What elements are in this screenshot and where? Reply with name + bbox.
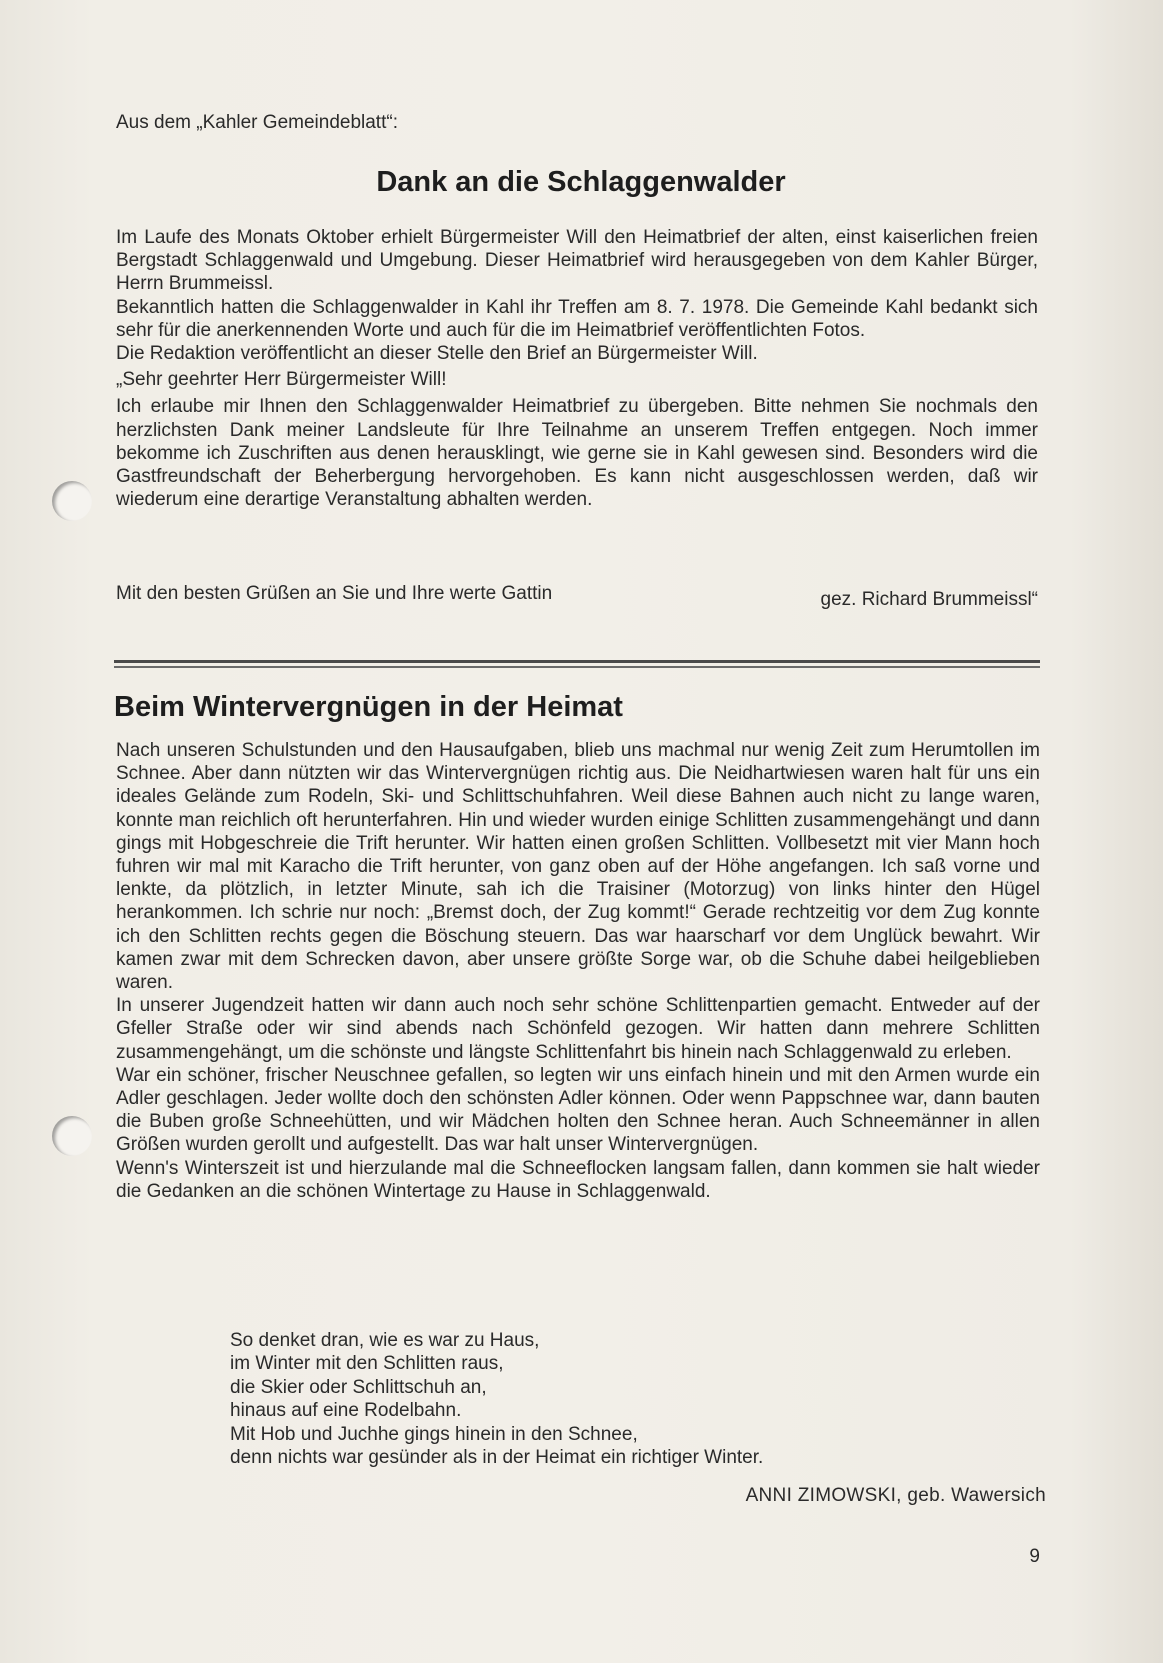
letter-closing: Mit den besten Grüßen an Sie und Ihre werte Gattin	[116, 583, 553, 604]
poem-line: Mit Hob und Juchhe gings hinein in den Schnee,	[230, 1423, 638, 1445]
article1-title: Dank an die Schlaggenwalder	[376, 166, 786, 198]
article2-paragraph: In unserer Jugendzeit hatten wir dann auch noch sehr schöne Schlittenpartien gemacht. Entweder auf der Gfeller Straße oder wir sind abends nach Schönfeld gezogen. Wir hatten dann mehrere Schlitten zusammengehängt, um die schönste und längste Schlittenfahrt bis hinein nach Schlaggenwald zu erleben.	[116, 995, 1040, 1063]
poem-line: im Winter mit den Schlitten raus,	[230, 1353, 504, 1375]
poem-line: hinaus auf eine Rodelbahn.	[230, 1400, 462, 1422]
article1-paragraph: Bekanntlich hatten die Schlaggenwalder in Kahl ihr Treffen am 8. 7. 1978. Die Gemeinde Kahl bedankt sich sehr für die anerkennenden Worte und auch für die im Heimatbrief veröffentlichten Fotos.	[116, 296, 1038, 341]
letter-signature-row	[116, 583, 1038, 613]
letter-signature: gez. Richard Brummeissl“	[820, 589, 1038, 610]
page-number: 9	[1029, 1546, 1040, 1567]
letter-salutation: „Sehr geehrter Herr Bürgermeister Will!	[116, 369, 447, 391]
article2-paragraph: Wenn's Winterszeit ist und hierzulande mal die Schneeflocken langsam fallen, dann kommen sie halt wieder die Gedanken an die schönen Wintertage zu Hause in Schlaggenwald.	[116, 1157, 1040, 1202]
article1-paragraph: Im Laufe des Monats Oktober erhielt Bürgermeister Will den Heimatbrief der alten, einst kaiserlichen freien Bergstadt Schlaggenwald und Umgebung. Dieser Heimatbrief wird herausgegeben von dem Kahler Bürger, Herrn Brummeissl.	[116, 227, 1038, 295]
article2-title: Beim Wintervergnügen in der Heimat	[114, 691, 623, 723]
poem-line: denn nichts war gesünder als in der Heimat ein richtiger Winter.	[230, 1447, 764, 1469]
poem-line: So denket dran, wie es war zu Haus,	[230, 1330, 540, 1351]
source-line: Aus dem „Kahler Gemeindeblatt“:	[116, 112, 398, 133]
punch-hole	[52, 1116, 92, 1156]
article1-body	[116, 226, 1038, 511]
section-divider	[114, 660, 1040, 668]
article2-author: ANNI ZIMOWSKI, geb. Wawersich	[745, 1485, 1046, 1506]
article1-paragraph: Die Redaktion veröffentlicht an dieser Stelle den Brief an Bürgermeister Will.	[116, 343, 758, 365]
article2-paragraph: War ein schöner, frischer Neuschnee gefallen, so legten wir uns einfach hinein und mit den Armen wurde ein Adler geschlagen. Jeder wollte doch den schönsten Adler können. Oder wenn Pappschnee war, dann bauten die Buben große Schneehütten, und wir Mädchen holten den Schnee heran. Auch Schneemänner in allen Größen wurden gerollt und aufgestellt. Das war halt unser Wintervergnügen.	[116, 1064, 1040, 1156]
poem-line: die Skier oder Schlittschuh an,	[230, 1376, 487, 1398]
letter-body: Ich erlaube mir Ihnen den Schlaggenwalder Heimatbrief zu übergeben. Bitte nehmen Sie nochmals den herzlichsten Dank meiner Landsleute für Ihre Teilnahme an unserem Treffen entgegen. Noch immer bekomme ich Zuschriften aus denen herausklingt, wie gerne sie in Kahl gewesen sind. Besonders wird die Gastfreundschaft der Beherbergung hervorgehoben. Es kann nicht ausgeschlossen werden, daß wir wiederum eine derartige Veranstaltung abhalten werden.	[116, 396, 1038, 511]
poem	[230, 1329, 763, 1469]
punch-hole	[52, 481, 92, 521]
article2-body	[116, 739, 1040, 1203]
article2-paragraph: Nach unseren Schulstunden und den Hausaufgaben, blieb uns machmal nur wenig Zeit zum Herumtollen im Schnee. Aber dann nützten wir das Wintervergnügen richtig aus. Die Neidhartwiesen waren halt für uns ein ideales Gelände zum Rodeln, Ski- und Schlittschuhfahren. Weil diese Bahnen auch nicht zu lange waren, konnte man reichlich oft herunterfahren. Hin und wieder wurden einige Schlitten zusammengehängt und dann gings mit Hobgeschreie die Trift herunter. Wir hatten einen großen Schlitten. Vollbesetzt mit vier Mann hoch fuhren wir mal mit Karacho die Trift herunter, von ganz oben auf der Höhe angefangen. Ich saß vorne und lenkte, da plötzlich, in letzter Minute, sah ich die Traisiner (Motorzug) von links hinter den Hügel herankommen. Ich schrie nur noch: „Bremst doch, der Zug kommt!“ Gerade rechtzeitig vor dem Zug konnte ich den Schlitten rechts gegen die Böschung steuern. Das war haarscharf vor dem Unglück bewahrt. Wir kamen zwar mit dem Schrecken davon, aber unsere größte Sorge war, ob die Schuhe dabei heilgeblieben waren.	[116, 740, 1040, 994]
